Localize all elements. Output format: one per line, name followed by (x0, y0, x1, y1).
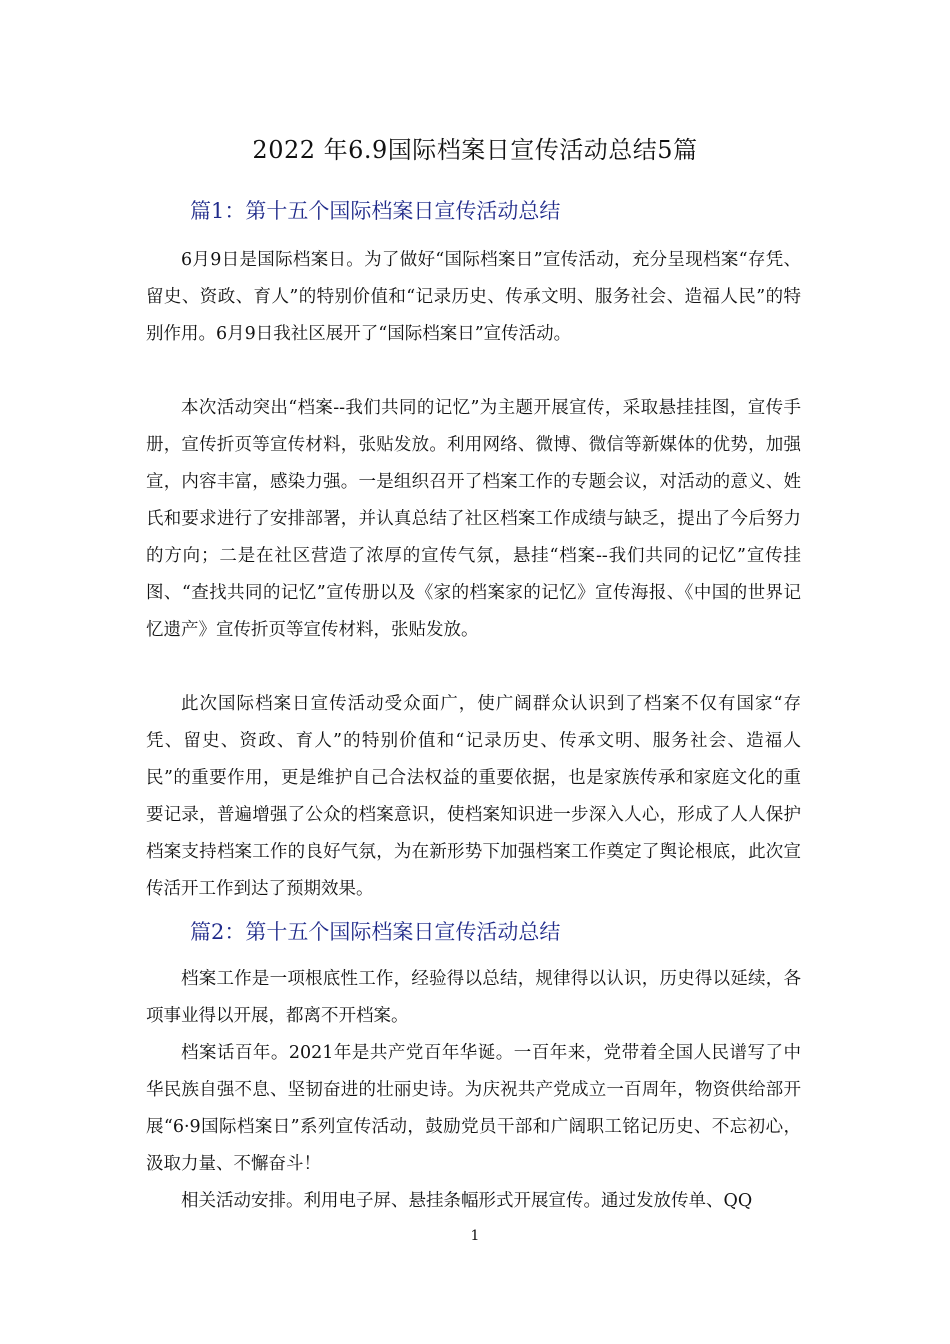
paragraph-1-1: 6月9日是国际档案日。为了做好“国际档案日”宣传活动，充分呈现档案“存凭、留史、资政、育人”的特别价值和“记录历史、传承文明、服务社会、造福人民”的特别作用。6月9日我社区展开了“国际档案日”宣传活动。 (146, 250, 801, 344)
paragraph-2-1: 档案工作是一项根底性工作，经验得以总结，规律得以认识，历史得以延续，各项事业得以开展，都离不开档案。 (146, 969, 801, 1026)
paragraph-2-2: 档案话百年。2021年是共产党百年华诞。一百年来，党带着全国人民谱写了中华民族自强不息、坚韧奋进的壮丽史诗。为庆祝共产党成立一百周年，物资供给部开展“6·9国际档案日”系列宣传活动，鼓励党员干部和广阔职工铭记历史、不忘初心，汲取力量、不懈奋斗！ (146, 1043, 801, 1174)
section-heading-1: 篇1：第十五个国际档案日宣传活动总结 (190, 199, 561, 223)
paragraph-1-2: 本次活动突出“档案--我们共同的记忆”为主题开展宣传，采取悬挂挂图，宣传手册，宣传折页等宣传材料，张贴发放。利用网络、微博、微信等新媒体的优势，加强宣，内容丰富，感染力强。一是组织召开了档案工作的专题会议，对活动的意义、姓氏和要求进行了安排部署，并认真总结了社区档案工作成绩与缺乏，提出了今后努力的方向；二是在社区营造了浓厚的宣传气氛，悬挂“档案--我们共同的记忆”宣传挂图、“查找共同的记忆”宣传册以及《家的档案家的记忆》宣传海报、《中国的世界记忆遗产》宣传折页等宣传材料，张贴发放。 (146, 398, 801, 640)
paragraph-1-3: 此次国际档案日宣传活动受众面广，使广阔群众认识到了档案不仅有国家“存凭、留史、资政、育人”的特别价值和“记录历史、传承文明、服务社会、造福人民”的重要作用，更是维护自己合法权益的重要依据，也是家族传承和家庭文化的重要记录，普遍增强了公众的档案意识，使档案知识进一步深入人心，形成了人人保护档案支持档案工作的良好气氛，为在新形势下加强档案工作奠定了舆论根底，此次宣传活开工作到达了预期效果。 (146, 694, 801, 899)
document-title: 2022 年6.9国际档案日宣传活动总结5篇 (252, 136, 698, 164)
page-number: 1 (470, 1228, 480, 1244)
section-heading-2: 篇2：第十五个国际档案日宣传活动总结 (190, 920, 561, 944)
paragraph-2-3: 相关活动安排。利用电子屏、悬挂条幅形式开展宣传。通过发放传单、QQ (181, 1191, 753, 1211)
